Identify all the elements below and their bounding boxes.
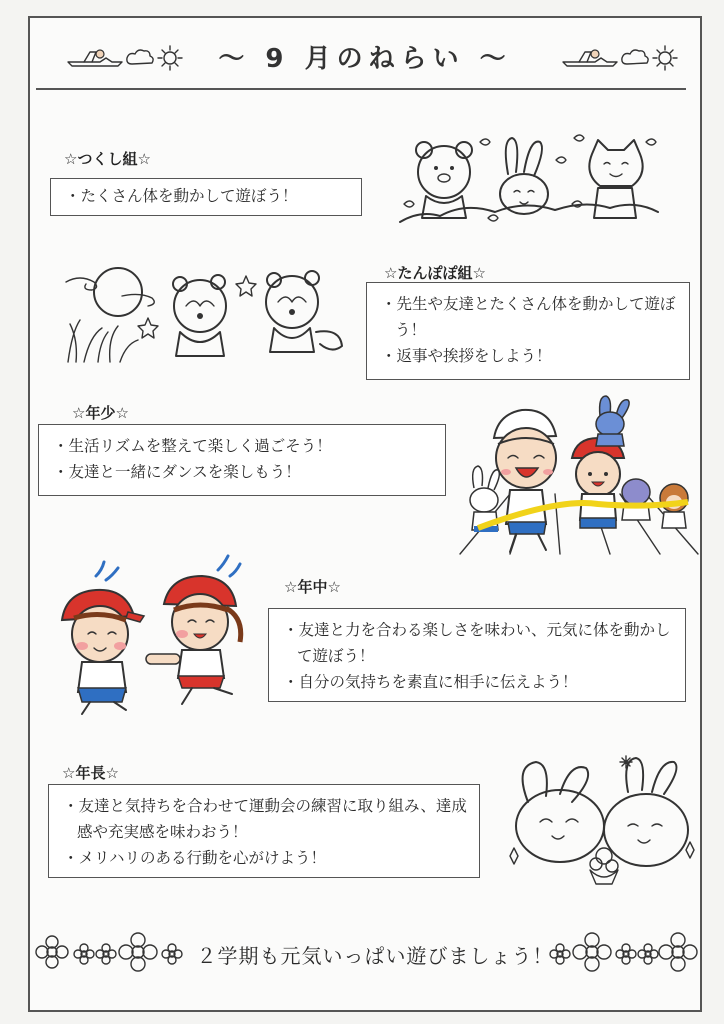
section-item: ・先生や友達とたくさん体を動かして遊ぼう！: [381, 295, 676, 339]
runner-redcap-illustration: [572, 438, 624, 528]
section-item: ・自分の気持ちを素直に相手に伝えよう！: [283, 673, 578, 691]
section-item: ・返事や挨拶をしよう！: [381, 347, 552, 365]
section-heading-tanpopo: ☆たんぽぽ組☆: [384, 264, 486, 282]
section-item: ・友達と一緒にダンスを楽しもう！: [53, 463, 301, 481]
flower-icon: [573, 933, 611, 971]
cloud-icon: [622, 50, 648, 64]
section-item: ・友達と気持ちを合わせて運動会の練習に取り組み、達成感や充実感を味わおう！: [63, 797, 467, 841]
flower-icon: [74, 944, 94, 964]
sun-icon: [653, 46, 677, 70]
blue-rabbit-illustration: [596, 396, 629, 446]
section-item: ・生活リズムを整えて楽しく過ごそう！: [53, 437, 332, 455]
grass-illustration: [68, 320, 138, 362]
raccoon-illustration: [266, 271, 342, 352]
footer-left-flowers: [34, 930, 184, 974]
section-box-nensho: [38, 424, 446, 496]
boy-runner-illustration: [62, 590, 144, 714]
section-heading-nenchu: ☆年中☆: [284, 578, 341, 596]
section-item: ・友達と力を合わる楽しさを味わい、元気に体を動かして遊ぼう！: [283, 621, 671, 665]
page-title: ～ 9 月のねらい ～: [218, 44, 512, 74]
baton-illustration: [146, 654, 180, 664]
race-finish-illustration: [460, 394, 700, 560]
rabbit-illustration: [604, 758, 688, 866]
star-icon: [138, 276, 256, 338]
section-box-nencho: [48, 784, 480, 878]
hugging-rabbits-illustration: [500, 752, 700, 886]
sun-icon: [158, 46, 182, 70]
rabbit-illustration: [500, 138, 548, 214]
section-item: ・メリハリのある行動を心がけよう！: [63, 849, 327, 867]
cloud-icon: [127, 50, 153, 64]
raccoon-illustration: [173, 275, 226, 356]
section-heading-nensho: ☆年少☆: [72, 404, 129, 422]
airplane-icon: [563, 50, 617, 66]
girl-runner-illustration: [164, 576, 241, 704]
rabbit-illustration: [516, 762, 604, 862]
flower-icon: [638, 944, 658, 964]
animals-in-leaves-illustration: [396, 134, 666, 234]
flower-icon: [659, 933, 697, 971]
airplane-icon: [68, 50, 122, 66]
bear-illustration: [416, 142, 472, 218]
section-item: ・たくさん体を動かして遊ぼう！: [65, 187, 298, 205]
flower-icon: [96, 944, 116, 964]
hippo-illustration: [622, 479, 650, 520]
flower-icon: [162, 944, 182, 964]
title-divider: [36, 88, 686, 90]
raccoons-moon-illustration: [62, 262, 352, 366]
footer-message: ２学期も元気いっぱい遊びましょう！: [196, 944, 554, 968]
section-box-nenchu: [268, 608, 686, 702]
moon-cloud-illustration: [66, 268, 154, 316]
section-box-tsukushi: [50, 178, 362, 216]
header-left-decoration: [60, 40, 190, 80]
section-box-tanpopo: [366, 282, 690, 380]
footer-right-flowers: [548, 930, 698, 974]
runner-boy-illustration: [494, 410, 556, 552]
relay-kids-illustration: [54, 554, 264, 718]
flower-icon: [119, 933, 157, 971]
flower-icon: [616, 944, 636, 964]
flower-icon: [36, 936, 68, 968]
section-heading-tsukushi: ☆つくし組☆: [64, 150, 151, 168]
flower-icon: [550, 944, 570, 964]
section-heading-nencho: ☆年長☆: [62, 764, 119, 782]
header-right-decoration: [555, 40, 685, 80]
